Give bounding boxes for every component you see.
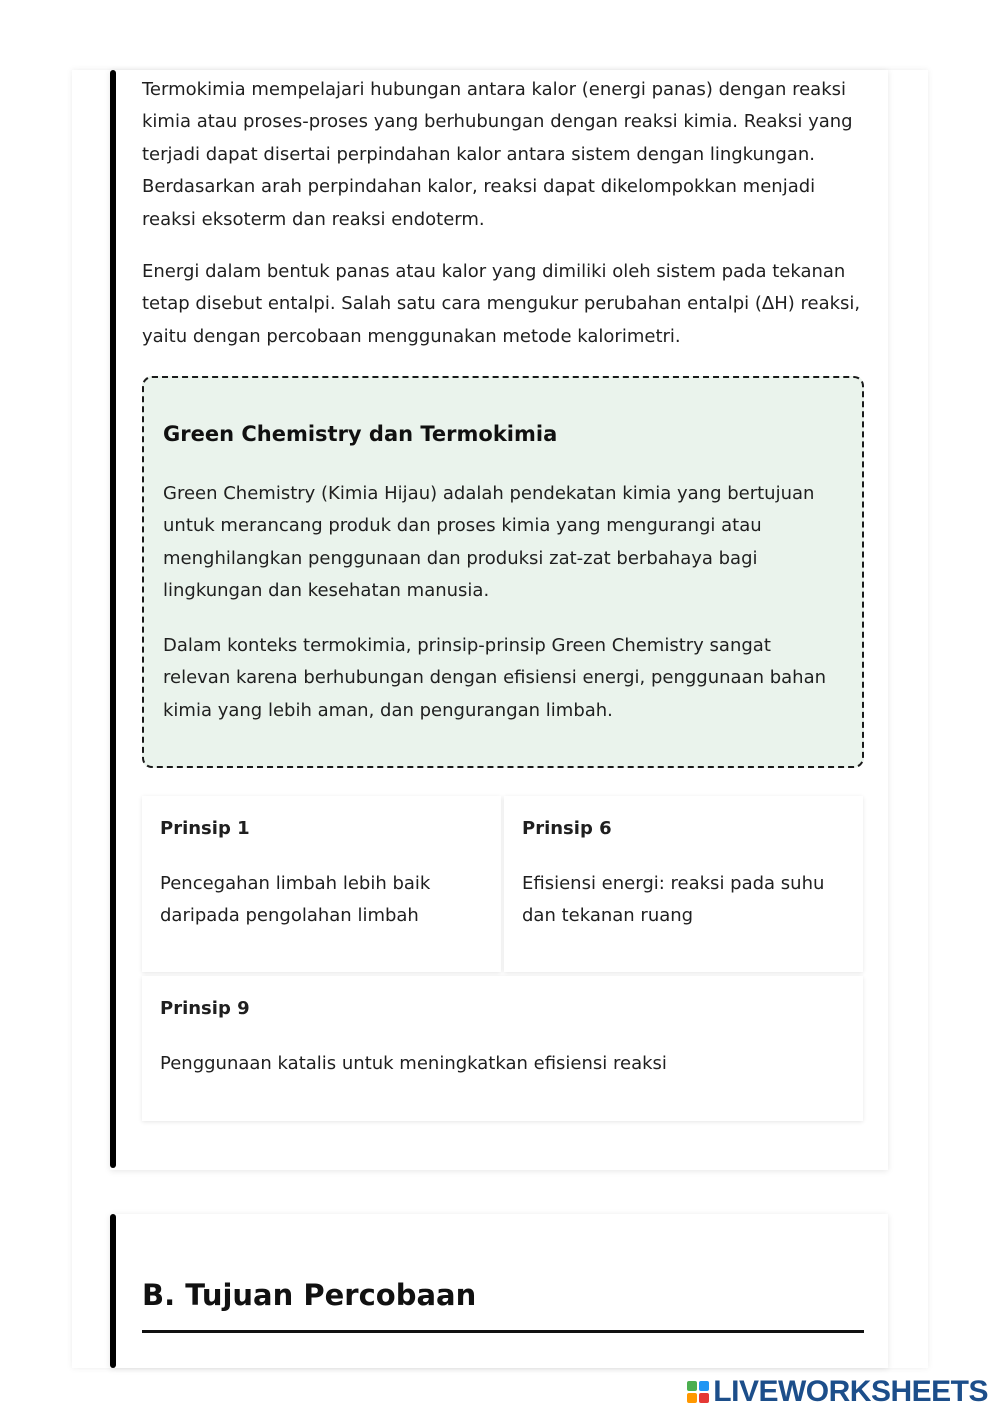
principle-card-1 (142, 796, 501, 972)
principle-title: Prinsip 9 (160, 998, 250, 1019)
green-chemistry-title: Green Chemistry dan Termokimia (163, 422, 558, 446)
principle-text: Pencegahan limbah lebih baik daripada pengolahan limbah (160, 873, 431, 927)
background-section-card (110, 70, 888, 1170)
principle-text: Efisiensi energi: reaksi pada suhu dan tekanan ruang (522, 873, 825, 927)
section-title-underline (142, 1330, 864, 1333)
green-chemistry-paragraph-2: Dalam konteks termokimia, prinsip-prinsip Green Chemistry sangat relevan karena berhubungan dengan efisiensi energi, penggunaan bahan kimia yang lebih aman, dan pengurangan limbah. (163, 635, 827, 721)
principle-card-6 (504, 796, 863, 972)
logo-square (687, 1381, 697, 1391)
principle-card-9 (142, 976, 863, 1121)
liveworksheets-brand[interactable] (687, 1375, 988, 1409)
principle-text: Penggunaan katalis untuk meningkatkan efisiensi reaksi (160, 1053, 667, 1074)
section-b-title: B. Tujuan Percobaan (142, 1278, 477, 1312)
section-left-border (110, 1214, 116, 1368)
intro-paragraph-1: Termokimia mempelajari hubungan antara kalor (energi panas) dengan reaksi kimia atau proses-proses yang berhubungan dengan reaksi kimia. Reaksi yang terjadi dapat disertai perpindahan kalor antara sistem dengan lingkungan. Berdasarkan arah perpindahan kalor, reaksi dapat dikelompokkan menjadi reaksi eksoterm dan reaksi endoterm. (142, 79, 853, 230)
green-chemistry-paragraph-1: Green Chemistry (Kimia Hijau) adalah pendekatan kimia yang bertujuan untuk merancang produk dan proses kimia yang mengurangi atau menghilangkan penggunaan dan produksi zat-zat berbahaya bagi lingkungan dan kesehatan manusia. (163, 483, 815, 602)
logo-square (699, 1381, 709, 1391)
brand-name: LIVEWORKSHEETS (713, 1375, 988, 1408)
intro-paragraph-2: Energi dalam bentuk panas atau kalor yang dimiliki oleh sistem pada tekanan tetap disebut entalpi. Salah satu cara mengukur perubahan entalpi (ΔH) reaksi, yaitu dengan percobaan menggunakan metode kalorimetri. (142, 261, 861, 347)
logo-square (687, 1393, 697, 1403)
section-left-border (110, 70, 116, 1168)
liveworksheets-logo-icon (687, 1381, 709, 1403)
logo-square (699, 1393, 709, 1403)
green-chemistry-box (142, 376, 864, 768)
objectives-section-card (110, 1214, 888, 1368)
principle-title: Prinsip 6 (522, 818, 612, 839)
principle-title: Prinsip 1 (160, 818, 250, 839)
